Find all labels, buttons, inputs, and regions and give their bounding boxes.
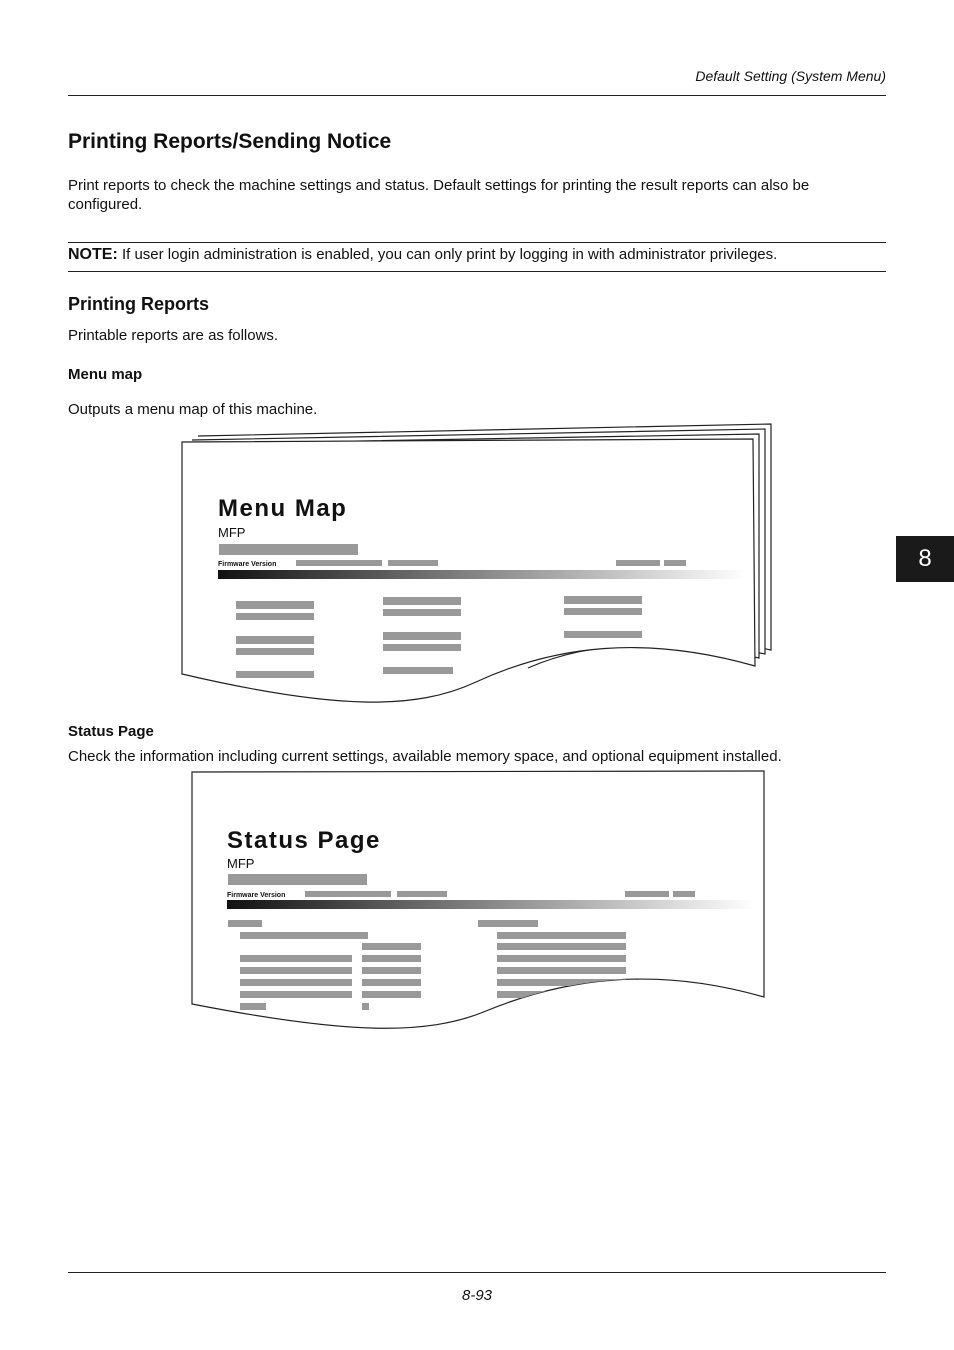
- placeholder-bar: [673, 891, 695, 897]
- placeholder-bar: [240, 1003, 266, 1010]
- section-lead: Printable reports are as follows.: [68, 327, 279, 344]
- menu-map-firmware-label: Firmware Version: [218, 561, 277, 568]
- sheet: [192, 771, 764, 1028]
- status-page-description: Check the information including current settings, available memory space, and optional equipment installed.: [68, 748, 782, 765]
- placeholder-bar: [497, 967, 626, 974]
- status-page-title: Status Page: [227, 827, 381, 854]
- note-text: If user login administration is enabled, you can only print by logging in with administrator privileges.: [117, 246, 778, 263]
- placeholder-bar: [362, 967, 421, 974]
- placeholder-bar: [240, 932, 368, 939]
- footer-rule: [68, 1272, 886, 1273]
- placeholder-bar: [564, 631, 642, 638]
- section-heading: Printing Reports: [68, 294, 210, 314]
- placeholder-bar: [397, 891, 447, 897]
- placeholder-bar: [616, 560, 660, 566]
- status-page-heading: Status Page: [68, 723, 154, 740]
- placeholder-bar: [219, 544, 358, 555]
- placeholder-bar: [236, 613, 314, 620]
- status-page-illustration: [186, 766, 772, 1036]
- page-number: 8-93: [461, 1287, 493, 1304]
- placeholder-bar: [362, 943, 421, 950]
- placeholder-bar: [497, 979, 626, 986]
- gradient-bar: [218, 570, 746, 579]
- placeholder-bar: [625, 891, 669, 897]
- placeholder-bar: [564, 608, 642, 615]
- placeholder-bar: [383, 597, 461, 605]
- placeholder-bar: [497, 932, 626, 939]
- note-label: NOTE:: [68, 246, 118, 263]
- placeholder-bar: [228, 920, 262, 927]
- status-page-model: MFP: [227, 856, 255, 871]
- note: [68, 246, 777, 264]
- menu-map-description: Outputs a menu map of this machine.: [68, 401, 318, 418]
- placeholder-bar: [362, 955, 421, 962]
- gradient-bar: [227, 900, 755, 909]
- placeholder-bar: [305, 891, 391, 897]
- placeholder-bar: [240, 991, 352, 998]
- placeholder-bar: [362, 979, 421, 986]
- placeholder-bar: [497, 955, 626, 962]
- menu-map-heading: Menu map: [68, 366, 143, 383]
- placeholder-bar: [236, 648, 314, 655]
- placeholder-bar: [236, 601, 314, 609]
- menu-map-illustration: [176, 420, 780, 706]
- placeholder-bar: [362, 991, 421, 998]
- placeholder-bar: [664, 560, 686, 566]
- placeholder-bar: [240, 955, 352, 962]
- header-rule: [68, 95, 886, 96]
- status-page-firmware-label: Firmware Version: [227, 892, 286, 899]
- placeholder-bar: [497, 943, 626, 950]
- placeholder-bar: [383, 644, 461, 651]
- placeholder-bar: [383, 609, 461, 616]
- menu-map-title: Menu Map: [218, 495, 348, 522]
- running-header: Default Setting (System Menu): [695, 68, 886, 84]
- chapter-tab[interactable]: 8: [896, 536, 954, 582]
- placeholder-bar: [383, 632, 461, 640]
- placeholder-bar: [236, 671, 314, 678]
- placeholder-bar: [240, 979, 352, 986]
- placeholder-bar: [478, 920, 538, 927]
- placeholder-bar: [564, 596, 642, 604]
- placeholder-bar: [240, 967, 352, 974]
- placeholder-bar: [228, 874, 367, 885]
- page-title: Printing Reports/Sending Notice: [68, 130, 392, 153]
- intro-paragraph: Print reports to check the machine settings and status. Default settings for printing the result reports can also be configured.: [68, 177, 810, 213]
- menu-map-model: MFP: [218, 525, 246, 540]
- placeholder-bar: [497, 991, 626, 998]
- placeholder-bar: [236, 636, 314, 644]
- placeholder-bar: [296, 560, 382, 566]
- placeholder-bar: [383, 667, 453, 674]
- placeholder-bar: [362, 1003, 369, 1010]
- placeholder-bar: [388, 560, 438, 566]
